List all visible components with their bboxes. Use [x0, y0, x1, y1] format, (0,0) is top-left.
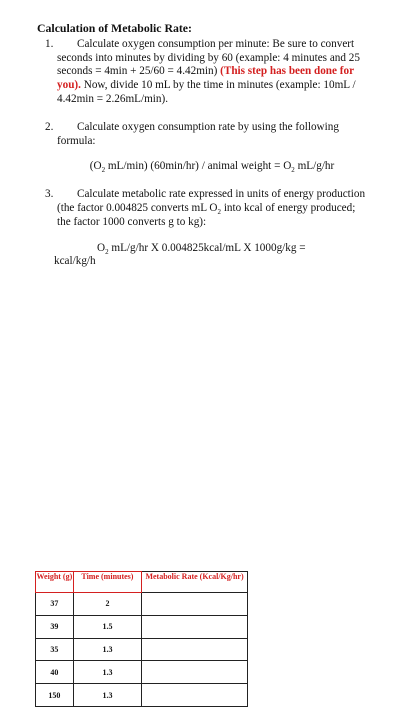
step-number: 3. — [45, 188, 54, 201]
metabolic-formula-units: kcal/kg/h — [54, 255, 96, 268]
table-row — [36, 593, 248, 616]
step-2 — [37, 121, 367, 174]
cell-metabolic-rate[interactable] — [142, 593, 248, 616]
page-title: Calculation of Metabolic Rate: — [37, 21, 192, 35]
cell-time: 2 — [73, 593, 141, 616]
data-table — [35, 571, 248, 707]
header-metabolic-rate: Metabolic Rate (Kcal/Kg/hr) — [142, 572, 248, 593]
cell-time: 1.3 — [73, 661, 141, 684]
table-row — [36, 615, 248, 638]
header-time: Time (minutes) — [73, 572, 141, 593]
step-3: 3. Calculate metabolic rate expressed in units of energy production (the factor 0.004825 converts mL $O_2$ into kcal of energy produced; the factor 1000 converts g to kg): $O_2$ mL/g/hr X 0.004825kcal/mL X 1000g/kg = kcal/kg/h — [45, 188, 366, 268]
table-row — [36, 638, 248, 661]
document-body — [37, 22, 367, 269]
note-highlight: (This step has been done for you). — [57, 65, 354, 92]
cell-weight: 37 — [36, 593, 74, 616]
cell-time: 1.5 — [73, 615, 141, 638]
step-1 — [37, 38, 367, 107]
cell-weight: 39 — [36, 615, 74, 638]
step-text: Calculate oxygen consumption per minute: Be sure to convert seconds into minutes by dividing by 60 (example: 4 minutes and 25 seconds = 4min + 25/60 = 4.42min) — [57, 37, 360, 78]
table-row — [36, 684, 248, 707]
cell-metabolic-rate[interactable] — [142, 615, 248, 638]
oxygen-formula: ($O_2$ mL/min) (60min/hr) / animal weight = $O_2$ mL/g/hr — [89, 160, 335, 175]
step-text-continued: Now, divide 10 mL by the time in minutes (example: 10mL / 4.42min = 2.26mL/min). — [57, 79, 356, 105]
step-text: Calculate oxygen consumption rate by using the following formula: — [57, 120, 339, 147]
cell-weight: 40 — [36, 661, 74, 684]
step-number: 1. — [45, 37, 54, 50]
metabolic-formula: $O_2$ mL/g/hr X 0.004825kcal/mL X 1000g/kg = — [97, 241, 306, 256]
cell-weight: 150 — [36, 684, 74, 707]
header-weight: Weight (g) — [36, 572, 74, 593]
cell-time: 1.3 — [73, 684, 141, 707]
step-number: 2. — [45, 120, 54, 133]
cell-weight: 35 — [36, 638, 74, 661]
cell-metabolic-rate[interactable] — [142, 638, 248, 661]
cell-metabolic-rate[interactable] — [142, 684, 248, 707]
table-header-row — [36, 572, 248, 593]
table-row — [36, 661, 248, 684]
cell-time: 1.3 — [73, 638, 141, 661]
cell-metabolic-rate[interactable] — [142, 661, 248, 684]
step-text: Calculate metabolic rate expressed in units of energy production (the factor 0.004825 converts mL O — [57, 188, 366, 214]
